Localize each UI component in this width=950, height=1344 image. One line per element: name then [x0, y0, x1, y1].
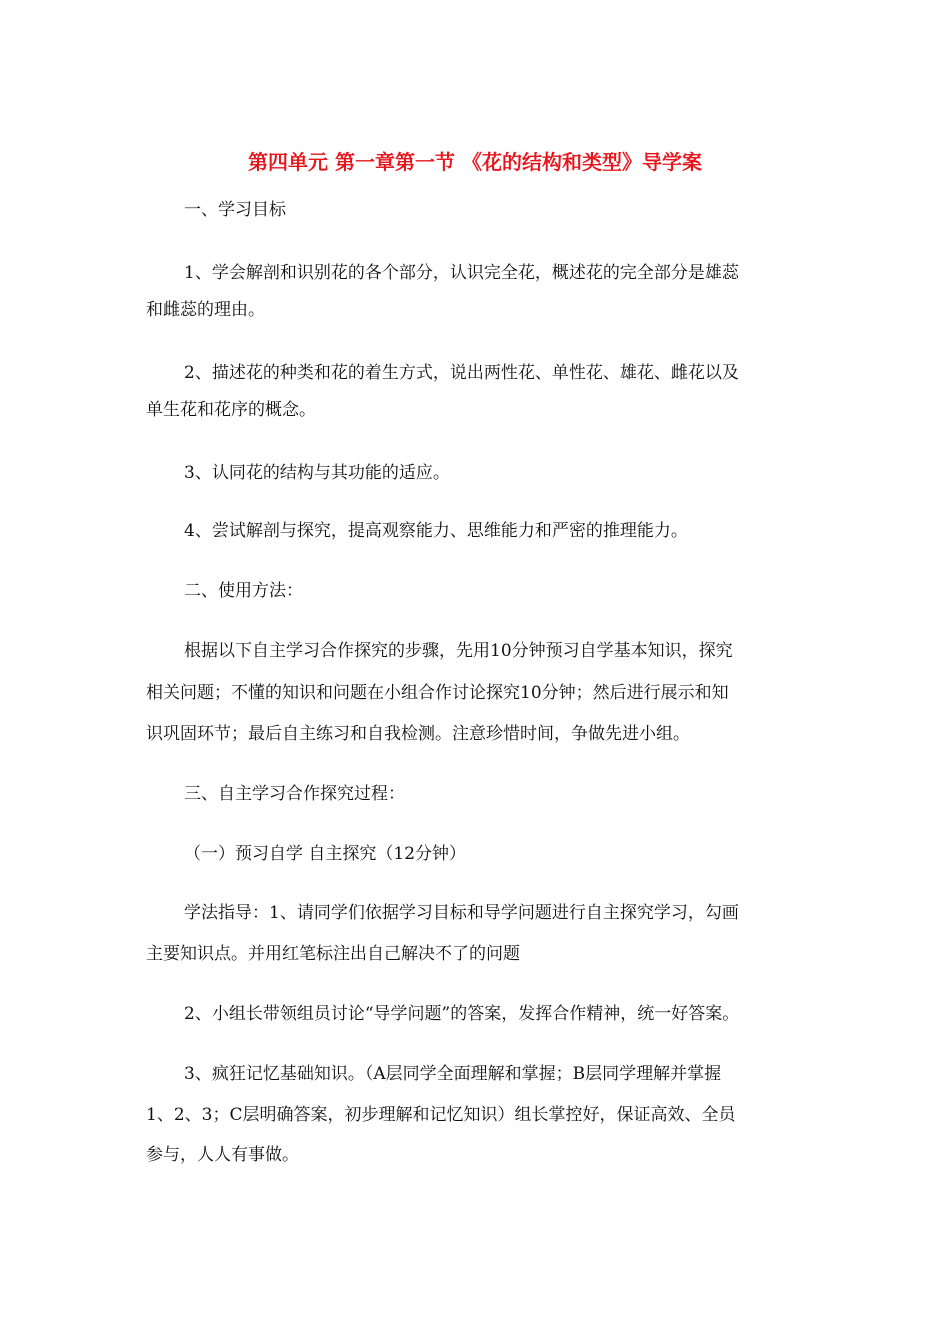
- subsection-heading: （一）预习自学 自主探究（12分钟）: [184, 844, 467, 864]
- paragraph-line: 和雌蕊的理由。: [146, 300, 265, 320]
- document-title: 第四单元 第一章第一节 《花的结构和类型》导学案: [248, 150, 702, 174]
- paragraph-line: 2、描述花的种类和花的着生方式，说出两性花、单性花、雄花、雌花以及: [184, 363, 739, 383]
- paragraph-line: 1、学会解剖和识别花的各个部分，认识完全花，概述花的完全部分是雄蕊: [184, 263, 739, 283]
- paragraph-line: 3、疯狂记忆基础知识。（A层同学全面理解和掌握；B层同学理解并掌握: [184, 1064, 722, 1084]
- section-heading-process: 三、自主学习合作探究过程：: [184, 784, 405, 804]
- paragraph-line: 识巩固环节；最后自主练习和自我检测。注意珍惜时间，争做先进小组。: [146, 724, 690, 744]
- paragraph-line: 3、认同花的结构与其功能的适应。: [184, 463, 450, 483]
- paragraph-line: 相关问题；不懂的知识和问题在小组合作讨论探究10分钟；然后进行展示和知: [146, 683, 729, 703]
- paragraph-line: 根据以下自主学习合作探究的步骤，先用10分钟预习自学基本知识，探究: [184, 641, 733, 661]
- paragraph-line: 主要知识点。并用红笔标注出自己解决不了的问题: [146, 944, 520, 964]
- paragraph-line: 参与，人人有事做。: [146, 1145, 299, 1165]
- paragraph-line: 单生花和花序的概念。: [146, 400, 316, 420]
- section-heading-usage: 二、使用方法：: [184, 581, 303, 601]
- paragraph-line: 4、尝试解剖与探究，提高观察能力、思维能力和严密的推理能力。: [184, 521, 688, 541]
- paragraph-line: 1、2、3；C层明确答案，初步理解和记忆知识）组长掌控好，保证高效、全员: [146, 1105, 736, 1125]
- paragraph-line: 学法指导：1、请同学们依据学习目标和导学问题进行自主探究学习，勾画: [184, 903, 739, 923]
- paragraph-line: 2、小组长带领组员讨论“导学问题”的答案，发挥合作精神，统一好答案。: [184, 1004, 740, 1024]
- section-heading-objectives: 一、学习目标: [184, 200, 286, 220]
